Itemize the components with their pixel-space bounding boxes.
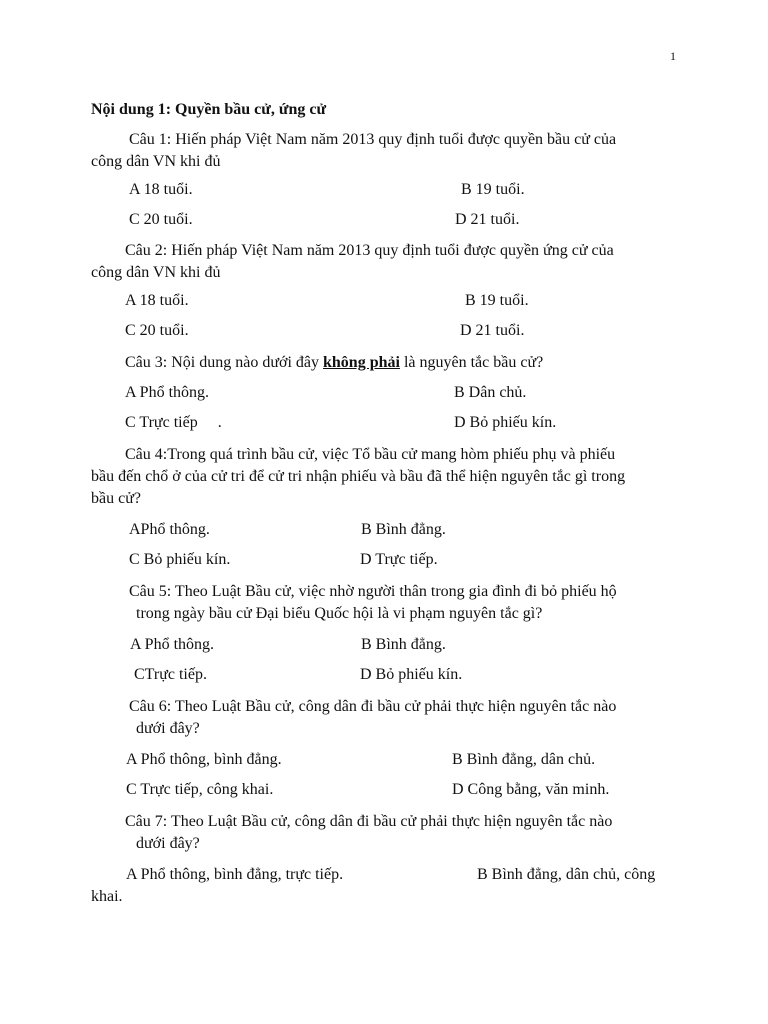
question-2-option-a: A 18 tuổi.	[125, 292, 189, 309]
question-3-option-b: B Dân chủ.	[454, 384, 527, 401]
question-5-option-a: A Phổ thông.	[130, 636, 215, 653]
question-1-option-d: D 21 tuổi.	[455, 211, 520, 228]
question-4-option-a: APhổ thông.	[129, 521, 210, 538]
question-6-line-1: Câu 6: Theo Luật Bầu cử, công dân đi bầu cử phải thực hiện nguyên tắc nào	[129, 698, 617, 715]
question-5-option-d: D Bỏ phiếu kín.	[360, 666, 463, 683]
question-7-line-1: Câu 7: Theo Luật Bầu cử, công dân đi bầu cử phải thực hiện nguyên tắc nào	[125, 813, 613, 830]
question-4-line-2: bầu đến chổ ở của cử tri để cử tri nhận phiếu và bầu đã thể hiện nguyên tắc gì trong	[91, 468, 626, 485]
question-6-option-d: D Công bằng, văn minh.	[452, 781, 610, 798]
question-4-option-d: D Trực tiếp.	[360, 551, 438, 568]
page-number: 1	[670, 49, 676, 63]
question-4-option-b: B Bình đẳng.	[361, 521, 446, 538]
question-7-option-b: B Bình đẳng, dân chủ, công	[477, 866, 656, 883]
question-5-option-c: CTrực tiếp.	[134, 666, 207, 683]
question-5-option-b: B Bình đẳng.	[361, 636, 446, 653]
question-1-line-1: Câu 1: Hiến pháp Việt Nam năm 2013 quy định tuổi được quyền bầu cử của	[129, 131, 617, 148]
question-3-emphasis: không phải	[323, 354, 400, 371]
question-6-option-a: A Phổ thông, bình đẳng.	[126, 751, 282, 768]
question-1-option-c: C 20 tuổi.	[129, 211, 193, 228]
question-2-option-c: C 20 tuổi.	[125, 322, 189, 339]
question-4-line-1: Câu 4:Trong quá trình bầu cử, việc Tổ bầu cử mang hòm phiếu phụ và phiếu	[125, 446, 616, 463]
question-4-line-3: bầu cử?	[91, 490, 141, 507]
question-6-option-b: B Bình đẳng, dân chủ.	[452, 751, 596, 768]
question-3-option-d: D Bỏ phiếu kín.	[454, 414, 557, 431]
section-heading: Nội dung 1: Quyền bầu cử, ứng cử	[91, 101, 327, 118]
question-7-option-b-continued: khai.	[91, 888, 123, 905]
question-3-option-c: C Trực tiếp .	[125, 414, 222, 431]
question-7-line-2: dưới đây?	[136, 835, 200, 852]
question-3-suffix: là nguyên tắc bầu cử?	[399, 354, 544, 371]
question-4-option-c: C Bỏ phiếu kín.	[129, 551, 231, 568]
question-5-line-1: Câu 5: Theo Luật Bầu cử, việc nhờ người thân trong gia đình đi bỏ phiếu hộ	[129, 583, 617, 600]
question-1-option-b: B 19 tuổi.	[461, 181, 525, 198]
question-2-line-2: công dân VN khi đủ	[91, 264, 221, 281]
question-2-option-b: B 19 tuổi.	[465, 292, 529, 309]
question-6-option-c: C Trực tiếp, công khai.	[126, 781, 274, 798]
question-5-line-2: trong ngày bầu cử Đại biểu Quốc hội là vi phạm nguyên tắc gì?	[136, 605, 543, 622]
question-3-prefix: Câu 3: Nội dung nào dưới đây	[125, 354, 323, 371]
question-3-line-1	[125, 352, 543, 374]
question-2-option-d: D 21 tuổi.	[460, 322, 525, 339]
question-2-line-1: Câu 2: Hiến pháp Việt Nam năm 2013 quy định tuổi được quyền ứng cử của	[125, 242, 614, 259]
question-1-option-a: A 18 tuổi.	[129, 181, 193, 198]
question-6-line-2: dưới đây?	[136, 720, 200, 737]
question-7-option-a: A Phổ thông, bình đẳng, trực tiếp.	[126, 866, 344, 883]
question-1-line-2: công dân VN khi đủ	[91, 153, 221, 170]
question-3-option-a: A Phổ thông.	[125, 384, 210, 401]
